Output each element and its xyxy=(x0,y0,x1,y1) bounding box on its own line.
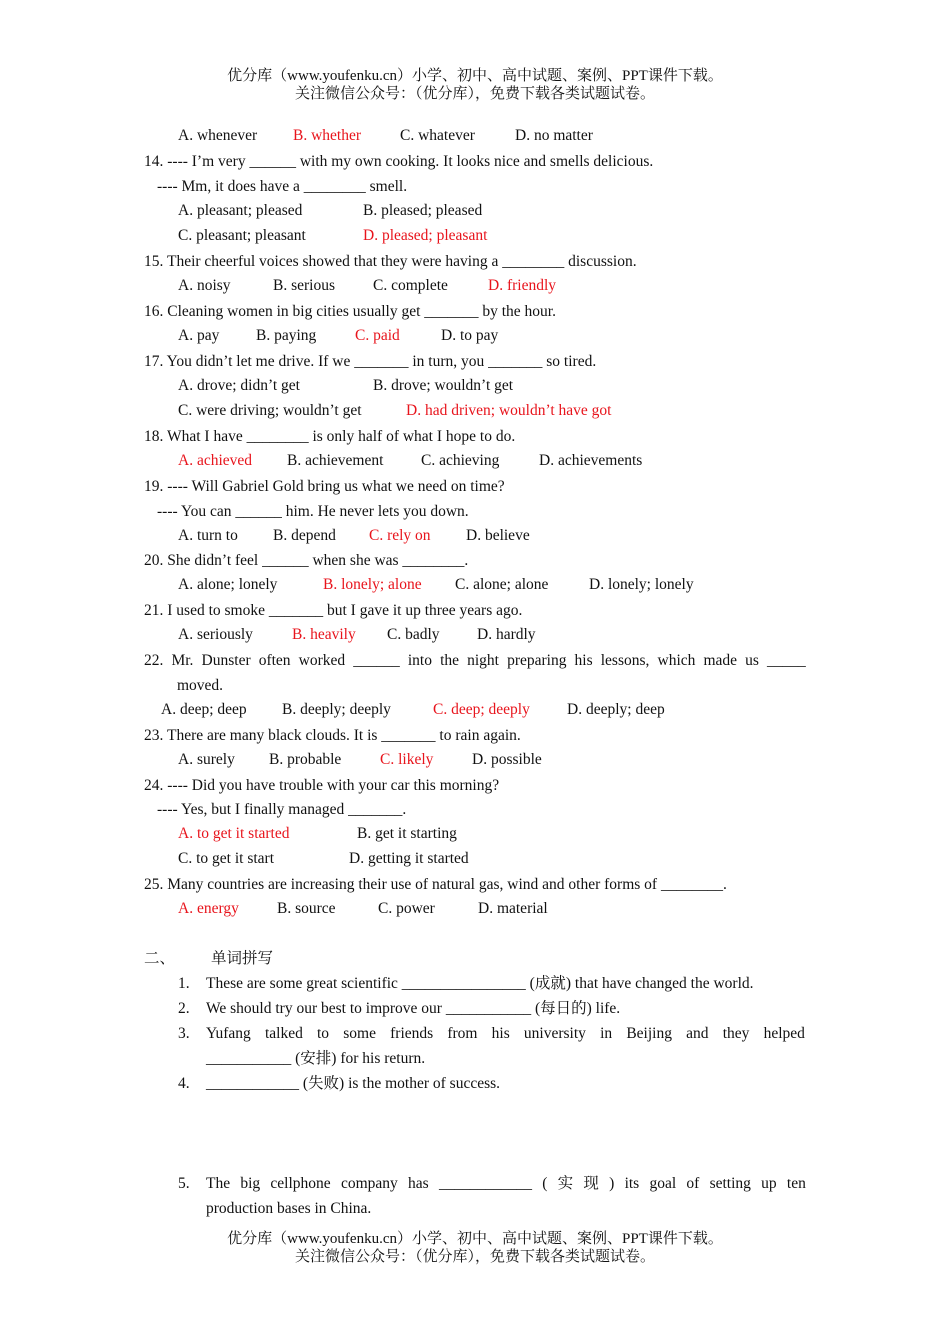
spelling-item-2-text: We should try our best to improve our ___________ (每日的) life. xyxy=(206,1000,621,1017)
q14-option-c: C. pleasant; pleasant xyxy=(178,227,306,244)
q17-stem: 17. You didn’t let me drive. If we _______ in turn, you _______ so tired. xyxy=(144,353,597,370)
q20-option-a: A. alone; lonely xyxy=(178,576,278,593)
q16-option-b: B. paying xyxy=(256,327,317,344)
q16-stem: 16. Cleaning women in big cities usually get _______ by the hour. xyxy=(144,303,556,320)
q19-option-c-answer: C. rely on xyxy=(369,527,431,544)
q21-option-a: A. seriously xyxy=(178,626,253,643)
q19-option-b: B. depend xyxy=(273,527,336,544)
q21-option-d: D. hardly xyxy=(477,626,536,643)
q14-stem: 14. ---- I’m very ______ with my own cooking. It looks nice and smells delicious. xyxy=(144,153,654,170)
q24-option-a-answer: A. to get it started xyxy=(178,825,290,842)
q19-option-a: A. turn to xyxy=(178,527,238,544)
q21-option-b-answer: B. heavily xyxy=(292,626,356,643)
q16-option-a: A. pay xyxy=(178,327,220,344)
q19-option-d: D. believe xyxy=(466,527,530,544)
spelling-item-1-text: These are some great scientific ________________ (成就) that have changed the world. xyxy=(206,975,754,992)
footer-line-2: 关注微信公众号：（优分库），免费下载各类试题试卷。 xyxy=(294,1249,655,1265)
q16-option-d: D. to pay xyxy=(441,327,499,344)
q15-option-c: C. complete xyxy=(373,277,448,294)
q17-option-b: B. drove; wouldn’t get xyxy=(373,377,514,394)
q17-option-c: C. were driving; wouldn’t get xyxy=(178,402,362,419)
q18-option-a-answer: A. achieved xyxy=(178,452,253,469)
q15-option-b: B. serious xyxy=(273,277,335,294)
spelling-item-3-continuation: ___________ (安排) for his return. xyxy=(206,1050,426,1067)
section2-number: 二、 xyxy=(144,950,176,967)
q23-option-a: A. surely xyxy=(178,751,235,768)
q22-stem: 22. Mr. Dunster often worked ______ into the night preparing his lessons, which made us _____ xyxy=(144,652,806,669)
header-line-1: 优分库（www.youfenku.cn）小学、初中、高中试题、案例、PPT课件下载。 xyxy=(227,68,723,84)
spelling-item-4-text: ____________ (失败) is the mother of success. xyxy=(206,1075,501,1092)
q14-option-a: A. pleasant; pleased xyxy=(178,202,303,219)
spelling-item-1-number: 1. xyxy=(178,975,190,992)
spelling-item-4-number: 4. xyxy=(178,1075,190,1092)
q24-option-b: B. get it starting xyxy=(357,825,457,842)
q22-option-a: A. deep; deep xyxy=(161,701,247,718)
q22-option-b: B. deeply; deeply xyxy=(282,701,391,718)
q20-option-b-answer: B. lonely; alone xyxy=(323,576,422,593)
q24-option-c: C. to get it start xyxy=(178,850,275,867)
q17-option-a: A. drove; didn’t get xyxy=(178,377,300,394)
q13-option-d: D. no matter xyxy=(515,127,593,144)
q23-option-b: B. probable xyxy=(269,751,342,768)
spelling-item-5-text: The big cellphone company has ____________ ( 实 现 ) its goal of setting up ten xyxy=(206,1175,806,1192)
q23-stem: 23. There are many black clouds. It is _______ to rain again. xyxy=(144,727,521,744)
q23-option-d: D. possible xyxy=(472,751,542,768)
spelling-item-3-text: Yufang talked to some friends from his university in Beijing and they helped xyxy=(206,1025,805,1042)
q20-option-d: D. lonely; lonely xyxy=(589,576,694,593)
q15-option-d-answer: D. friendly xyxy=(488,277,557,294)
q14-option-b: B. pleased; pleased xyxy=(363,202,483,219)
q23-option-c-answer: C. likely xyxy=(380,751,434,768)
q17-option-d-answer: D. had driven; wouldn’t have got xyxy=(406,402,612,419)
q24-reply: ---- Yes, but I finally managed _______. xyxy=(157,801,407,818)
q22-option-d: D. deeply; deep xyxy=(567,701,665,718)
q20-option-c: C. alone; alone xyxy=(455,576,549,593)
q18-option-d: D. achievements xyxy=(539,452,643,469)
q19-stem: 19. ---- Will Gabriel Gold bring us what we need on time? xyxy=(144,478,505,495)
q18-option-b: B. achievement xyxy=(287,452,384,469)
q24-stem: 24. ---- Did you have trouble with your car this morning? xyxy=(144,777,500,794)
q21-option-c: C. badly xyxy=(387,626,440,643)
q20-stem: 20. She didn’t feel ______ when she was ________. xyxy=(144,552,469,569)
q25-stem: 25. Many countries are increasing their use of natural gas, wind and other forms of ________. xyxy=(144,876,727,893)
q19-reply: ---- You can ______ him. He never lets you down. xyxy=(157,503,469,520)
q15-stem: 15. Their cheerful voices showed that they were having a ________ discussion. xyxy=(144,253,637,270)
q22-option-c-answer: C. deep; deeply xyxy=(433,701,530,718)
q25-option-b: B. source xyxy=(277,900,336,917)
header-line-2: 关注微信公众号：（优分库），免费下载各类试题试卷。 xyxy=(294,86,655,102)
q25-option-c: C. power xyxy=(378,900,435,917)
q25-option-a-answer: A. energy xyxy=(178,900,239,917)
q18-option-c: C. achieving xyxy=(421,452,500,469)
footer-line-1: 优分库（www.youfenku.cn）小学、初中、高中试题、案例、PPT课件下载。 xyxy=(227,1231,723,1247)
q21-stem: 21. I used to smoke _______ but I gave it up three years ago. xyxy=(144,602,523,619)
q22-stem-continuation: moved. xyxy=(177,677,224,694)
q24-option-d: D. getting it started xyxy=(349,850,469,867)
q18-stem: 18. What I have ________ is only half of what I hope to do. xyxy=(144,428,516,445)
q13-option-b-answer: B. whether xyxy=(293,127,362,144)
q16-option-c-answer: C. paid xyxy=(355,327,400,344)
spelling-item-3-number: 3. xyxy=(178,1025,190,1042)
q25-option-d: D. material xyxy=(478,900,548,917)
q13-option-a: A. whenever xyxy=(178,127,258,144)
q13-option-c: C. whatever xyxy=(400,127,475,144)
q14-reply: ---- Mm, it does have a ________ smell. xyxy=(157,178,408,195)
spelling-item-2-number: 2. xyxy=(178,1000,190,1017)
spelling-item-5-continuation: production bases in China. xyxy=(206,1200,372,1217)
section2-title: 单词拼写 xyxy=(211,950,274,967)
q14-option-d-answer: D. pleased; pleasant xyxy=(363,227,488,244)
q15-option-a: A. noisy xyxy=(178,277,231,294)
spelling-item-5-number: 5. xyxy=(178,1175,190,1192)
